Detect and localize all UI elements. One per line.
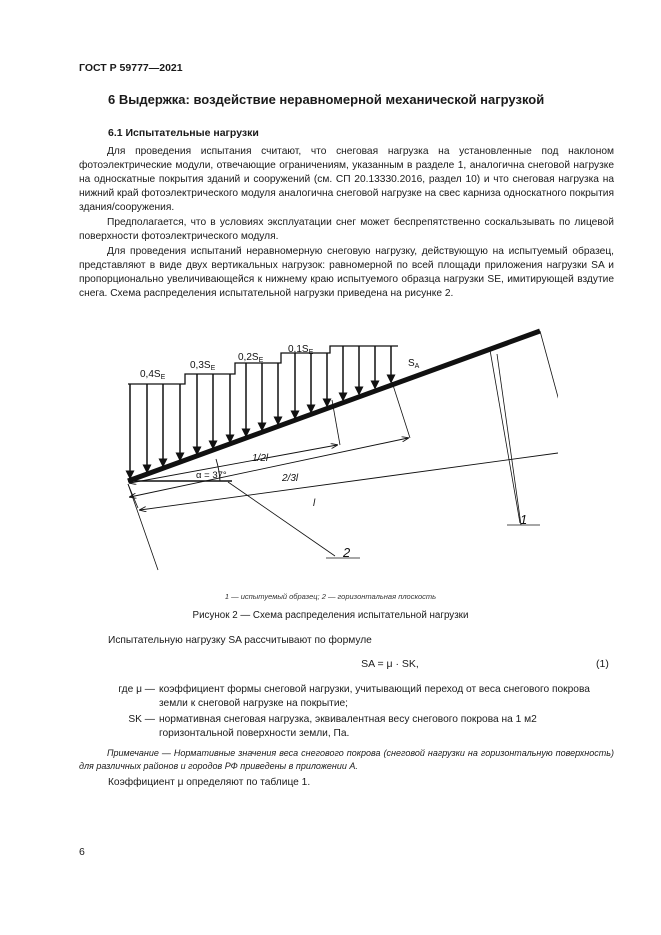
definition-sk: SK — нормативная снеговая нагрузка, эквивалентная весу снегового покрова на 1 м2 горизонтальной поверхности земли, Па. (128, 714, 537, 739)
dimension-label-two-thirds: 2/3l (282, 473, 299, 484)
callout-1-leader (497, 354, 521, 525)
dimension-label-half: 1/2l (252, 453, 269, 464)
section-title: 6 Выдержка: воздействие неравномерной механической нагрузкой (108, 92, 545, 107)
callout-2-label: 2 (343, 545, 351, 560)
load-label-0-3se: $0,3S_E$ (190, 360, 216, 372)
coefficient-line: Коэффициент μ определяют по таблице 1. (108, 777, 311, 788)
load-label-0-4se: $0,4S_E$ (140, 369, 166, 381)
callout-2-leader (228, 482, 335, 556)
load-label-0-1se: $0,1S_E$ (288, 344, 314, 356)
standard-designation: ГОСТ Р 59777—2021 (79, 62, 183, 74)
formula-expression: SA = μ · SK, (361, 658, 419, 670)
figure-caption: Рисунок 2 — Схема распределения испытательной нагрузки (192, 610, 469, 621)
callout-1-label: 1 (520, 512, 528, 527)
test-sample-bar (128, 331, 540, 481)
paragraph-1: Для проведения испытания считают, что снеговая нагрузка на установленные под наклоном фотоэлектрические модули, отвечающие ограничениям, указанным в разделе 1, аналогична снеговой нагрузке на односкатные покрытия зданий и сооружений (см. СП 20.13330.2016, раздел 10) и что снеговая нагрузка на нижний край фотоэлектрического модуля аналогична снеговой нагрузке на свес карниза односкатного покрытия здания/сооружения. (79, 146, 614, 213)
note-text: Примечание — Нормативные значения веса снегового покрова (снеговой нагрузки на горизонтальную поверхность) для различных районов и городов РФ приведены в приложении А. (79, 748, 614, 771)
formula-number: (1) (596, 658, 609, 670)
page-number: 6 (79, 846, 85, 858)
drift-load-profile (128, 346, 398, 384)
paragraph-2: Предполагается, что в условиях эксплуатации снег может беспрепятственно соскальзывать по лицевой поверхности фотоэлектрического модуля. (79, 217, 614, 242)
angle-label: α = 37° (196, 470, 227, 481)
load-label-0-2se: $0,2S_E$ (238, 352, 264, 364)
load-distribution-figure (118, 318, 558, 588)
body-text (79, 145, 614, 301)
figure-legend: 1 — испытуемый образец; 2 — горизонтальная плоскость (224, 592, 437, 601)
formula-intro: Испытательную нагрузку SA рассчитывают по формуле (108, 635, 372, 646)
definition-mu: где μ — коэффициент формы снеговой нагрузки, учитывающий переход от веса снегового покрова земли к снеговой нагрузке на покрытие; (118, 684, 590, 709)
formula-definitions (79, 683, 614, 741)
load-label-sa: $S_A$ (408, 358, 420, 370)
subsection-title: 6.1 Испытательные нагрузки (108, 127, 259, 139)
dimension-label-full: l (313, 498, 316, 509)
paragraph-3: Для проведения испытаний неравномерную снеговую нагрузку, действующую на испытуемый образец, представляют в виде двух вертикальных нагрузок: равномерной по всей площади приложения нагрузки SA и пропорционально увеличивающейся к нижнему краю испытуемого образца нагрузки SE, имитирующей вздутие снега. Схема распределения испытательной нагрузки приведена на рисунке 2. (79, 246, 614, 299)
dimension-half-l (130, 445, 337, 483)
